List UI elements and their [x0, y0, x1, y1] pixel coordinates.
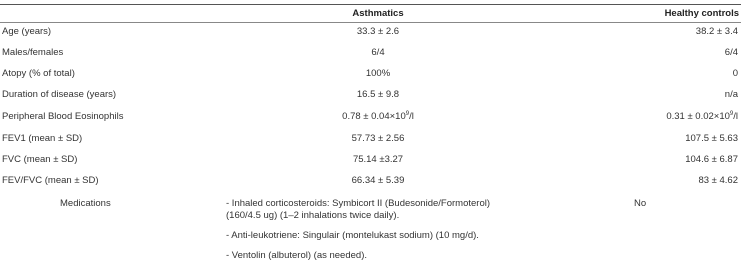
value-base: 0.78 ± 0.04×10 [342, 111, 406, 122]
value-base: 0.31 ± 0.02×10 [666, 111, 730, 122]
table-row-fev1 [0, 132, 741, 145]
medication-line-dosage: (160/4.5 ug) (1–2 inhalations twice daily). [226, 210, 400, 221]
row-label: FVC (mean ± SD) [2, 154, 78, 165]
asthmatics-value: 16.5 ± 9.8 [356, 89, 400, 100]
header-rule [0, 22, 741, 23]
asthmatics-value: 33.3 ± 2.6 [356, 26, 400, 37]
value-exponent: 9 [405, 110, 410, 117]
value-exponent: 9 [729, 110, 734, 117]
row-label: Age (years) [2, 26, 52, 37]
table-row-duration [0, 88, 741, 101]
table-row-atopy [0, 67, 741, 80]
value-unit: /l [733, 111, 738, 122]
column-header-healthy-controls: Healthy controls [664, 8, 739, 19]
controls-value: 0 [732, 68, 738, 79]
row-label: Males/females [2, 47, 64, 58]
row-label: Duration of disease (years) [2, 89, 117, 100]
asthmatics-value: 6/4 [371, 47, 385, 58]
controls-value: 6/4 [724, 47, 738, 58]
table-row-fev-fvc [0, 174, 741, 187]
column-header-asthmatics: Asthmatics [352, 8, 404, 19]
row-label: Peripheral Blood Eosinophils [2, 111, 124, 122]
table-top-rule [0, 4, 741, 5]
table-row-sex [0, 46, 741, 59]
controls-value: 107.5 ± 5.63 [685, 133, 738, 144]
controls-value: n/a [724, 89, 738, 100]
asthmatics-value: 100% [365, 68, 391, 79]
medication-line-inhaled-corticosteroids: - Inhaled corticosteroids: Symbicort II (Budesonide/Formoterol) [226, 198, 490, 209]
table-row-eosinophils [0, 110, 741, 123]
asthmatics-value [278, 110, 478, 123]
controls-value: 83 ± 4.62 [698, 175, 738, 186]
controls-value: 38.2 ± 3.4 [695, 26, 738, 37]
asthmatics-value: 66.34 ± 5.39 [351, 175, 405, 186]
value-unit: /l [409, 111, 414, 122]
medications-label: Medications [60, 198, 111, 209]
table-row-age [0, 25, 741, 38]
controls-value: 104.6 ± 6.87 [685, 154, 738, 165]
medication-line-anti-leukotriene: - Anti-leukotriene: Singulair (montelukast sodium) (10 mg/d). [226, 230, 479, 241]
table-row-fvc [0, 153, 741, 166]
asthmatics-value: 57.73 ± 2.56 [351, 133, 405, 144]
row-label: FEV/FVC (mean ± SD) [2, 175, 99, 186]
asthmatics-value: 75.14 ±3.27 [352, 154, 404, 165]
medication-line-ventolin: - Ventolin (albuterol) (as needed). [226, 250, 367, 261]
row-label: FEV1 (mean ± SD) [2, 133, 83, 144]
medications-controls-value: No [634, 198, 647, 209]
row-label: Atopy (% of total) [2, 68, 75, 79]
controls-value [666, 110, 738, 123]
